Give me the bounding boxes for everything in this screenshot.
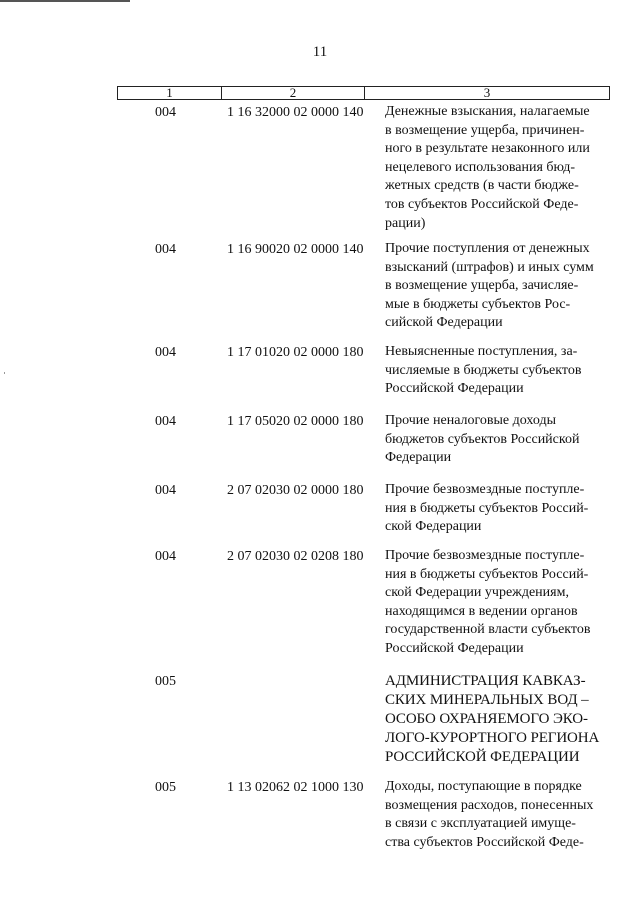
description-line: находящимся в ведении органов xyxy=(385,603,578,619)
header-col-3: 3 xyxy=(483,85,491,100)
admin-code: 005 xyxy=(155,780,176,795)
description-line: сийской Федерации xyxy=(385,315,503,331)
description-line: ния в бюджеты субъектов Россий- xyxy=(385,566,589,582)
description-line: ства субъектов Российской Феде- xyxy=(385,834,584,850)
admin-code: 004 xyxy=(155,345,176,360)
admin-code: 004 xyxy=(155,242,176,257)
income-description xyxy=(385,103,610,233)
income-code: 1 13 02062 02 1000 130 xyxy=(227,780,364,795)
description-line: ской Федерации xyxy=(385,519,482,535)
income-description xyxy=(385,240,610,333)
top-rule xyxy=(0,0,130,2)
organization-line: ОСОБО ОХРАНЯЕМОГО ЭКО- xyxy=(385,711,588,727)
description-line: возмещения расходов, понесенных xyxy=(385,797,594,813)
description-line: в возмещение ущерба, причинен- xyxy=(385,122,585,138)
income-code: 1 16 32000 02 0000 140 xyxy=(227,105,364,120)
organization-line: АДМИНИСТРАЦИЯ КАВКАЗ- xyxy=(385,673,586,689)
organization-line: ЛОГО-КУРОРТНОГО РЕГИОНА xyxy=(385,730,600,746)
description-line: рации) xyxy=(385,215,426,231)
description-line: взысканий (штрафов) и иных сумм xyxy=(385,259,594,275)
income-code: 1 17 05020 02 0000 180 xyxy=(227,414,364,429)
margin-mark xyxy=(4,372,5,374)
description-line: Прочие безвозмездные поступле- xyxy=(385,482,585,497)
description-line: ской Федерации учреждениям, xyxy=(385,585,569,601)
description-line: Невыясненные поступления, за- xyxy=(385,344,578,359)
income-code: 1 16 90020 02 0000 140 xyxy=(227,242,364,257)
description-line: бюджетов субъектов Российской xyxy=(385,431,580,447)
description-line: жетных средств (в части бюдже- xyxy=(385,178,579,194)
description-line: Прочие неналоговые доходы xyxy=(385,413,557,428)
description-line: Прочие поступления от денежных xyxy=(385,241,590,256)
income-description xyxy=(385,481,610,537)
description-line: ния в бюджеты субъектов Россий- xyxy=(385,500,589,516)
description-line: нецелевого использования бюд- xyxy=(385,159,576,175)
admin-code: 004 xyxy=(155,483,176,498)
description-line: в связи с эксплуатацией имуще- xyxy=(385,816,576,832)
description-line: Российской Федерации xyxy=(385,640,524,656)
income-code: 2 07 02030 02 0000 180 xyxy=(227,483,364,498)
organization-name xyxy=(385,672,610,767)
header-col-2: 2 xyxy=(222,87,365,99)
income-description xyxy=(385,343,610,399)
description-line: Денежные взыскания, налагаемые xyxy=(385,104,590,119)
description-line: тов субъектов Российской Феде- xyxy=(385,196,579,212)
income-description xyxy=(385,778,610,852)
description-line: Прочие безвозмездные поступле- xyxy=(385,548,585,563)
admin-code: 004 xyxy=(155,105,176,120)
admin-code: 004 xyxy=(155,414,176,429)
page-number: 11 xyxy=(312,44,328,60)
description-line: в возмещение ущерба, зачисляе- xyxy=(385,278,579,294)
organization-line: СКИХ МИНЕРАЛЬНЫХ ВОД – xyxy=(385,692,589,708)
income-description xyxy=(385,412,610,468)
description-line: государственной власти субъектов xyxy=(385,622,591,638)
description-line: ного в результате незаконного или xyxy=(385,141,590,157)
description-line: Доходы, поступающие в порядке xyxy=(385,779,582,794)
admin-code: 005 xyxy=(155,674,176,689)
organization-line: РОССИЙСКОЙ ФЕДЕРАЦИИ xyxy=(385,749,580,765)
description-line: Российской Федерации xyxy=(385,381,524,397)
income-code: 1 17 01020 02 0000 180 xyxy=(227,345,364,360)
description-line: Федерации xyxy=(385,450,452,466)
header-col-1: 1 xyxy=(118,87,222,99)
description-line: мые в бюджеты субъектов Рос- xyxy=(385,296,571,312)
description-line: числяемые в бюджеты субъектов xyxy=(385,362,582,378)
admin-code: 004 xyxy=(155,549,176,564)
income-code: 2 07 02030 02 0208 180 xyxy=(227,549,364,564)
table-header xyxy=(117,86,610,100)
income-description xyxy=(385,547,610,659)
